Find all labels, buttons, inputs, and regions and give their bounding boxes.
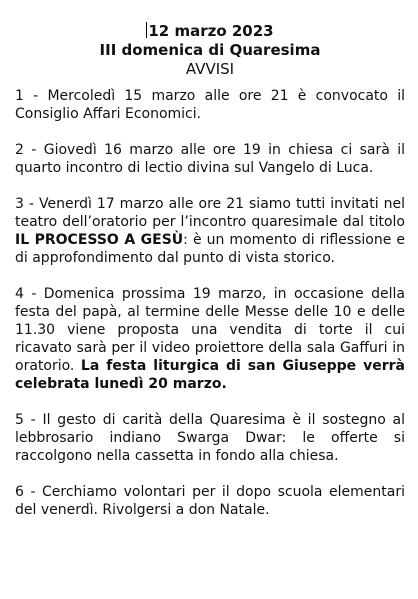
bulletin-header (15, 22, 405, 79)
subtitle: III domenica di Quaresima (99, 41, 321, 59)
section-title: AVVISI (185, 60, 235, 78)
notice-item-5 (15, 411, 405, 465)
notice-text-tail: : è un momento di riflessione e di approfondimento dal punto di vista storico. (15, 232, 405, 266)
date-line (15, 22, 405, 41)
notice-text: 4 - Domenica prossima 19 marzo, in occasione della festa del papà, al termine delle Messe delle 10 e delle 11.30 viene proposta una vendita di torte il cui ricavato sarà per il video proiettore della sala Gaffuri in oratorio. (15, 286, 405, 374)
notice-item-1 (15, 87, 405, 123)
notice-text: 6 - Cerchiamo volontari per il dopo scuola elementari del venerdì. Rivolgersi a don Natale. (15, 484, 405, 518)
notice-text: 1 - Mercoledì 15 marzo alle ore 21 è convocato il Consiglio Affari Economici. (15, 88, 405, 122)
notice-list (15, 87, 405, 519)
notice-highlight: IL PROCESSO A GESÙ (15, 232, 184, 248)
date-title: 12 marzo 2023 (148, 22, 274, 40)
notice-item-2 (15, 141, 405, 177)
bulletin-page (15, 22, 405, 537)
notice-text: 2 - Giovedì 16 marzo alle ore 19 in chiesa ci sarà il quarto incontro di lectio divina sul Vangelo di Luca. (15, 142, 405, 176)
notice-text: 5 - Il gesto di carità della Quaresima è il sostegno al lebbrosario indiano Swarga Dwar: le offerte si raccolgono nella cassetta in fondo alla chiesa. (15, 412, 405, 464)
notice-item-6 (15, 483, 405, 519)
notice-highlight: La festa liturgica di san Giuseppe verrà celebrata lunedì 20 marzo. (15, 358, 405, 392)
notice-item-3 (15, 195, 405, 267)
notice-text: 3 - Venerdì 17 marzo alle ore 21 siamo tutti invitati nel teatro dell’oratorio per l’incontro quaresimale dal titolo (15, 196, 405, 230)
notice-item-4 (15, 285, 405, 393)
